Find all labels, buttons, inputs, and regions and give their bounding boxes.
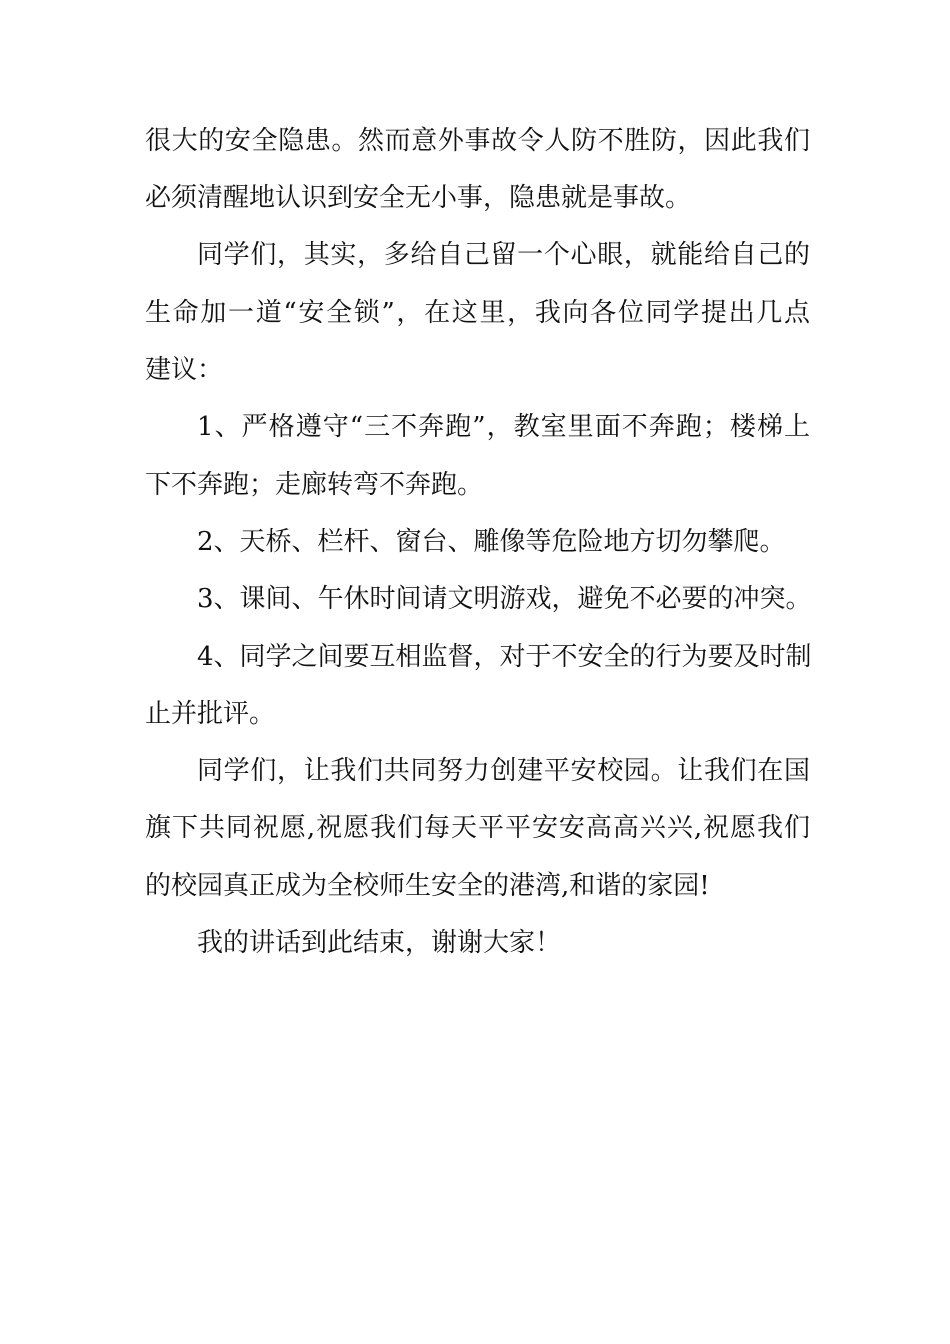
- text-line-10: 4、同学之间要互相监督，对于不安全的行为要及时制: [197, 642, 812, 672]
- text-line-4: 生命加一道“安全锁”，在这里，我向各位同学提出几点: [145, 298, 810, 328]
- text-line-5: 建议：: [145, 355, 224, 385]
- text-line-9: 3、课间、午休时间请文明游戏，避免不必要的冲突。: [197, 584, 812, 614]
- text-line-1: 很大的安全隐患。然而意外事故令人防不胜防，因此我们: [145, 126, 810, 156]
- text-line-6: 1、严格遵守“三不奔跑”，教室里面不奔跑；楼梯上: [197, 412, 810, 442]
- text-line-11: 止并批评。: [145, 699, 276, 729]
- text-line-3: 同学们，其实，多给自己留一个心眼，就能给自己的: [197, 240, 810, 270]
- text-line-12: 同学们，让我们共同努力创建平安校园。让我们在国: [197, 756, 810, 786]
- text-line-15: 我的讲话到此结束，谢谢大家！: [197, 928, 562, 958]
- text-line-7: 下不奔跑；走廊转弯不奔跑。: [145, 470, 484, 500]
- text-line-14: 的校园真正成为全校师生安全的港湾,和谐的家园!: [145, 871, 710, 901]
- text-line-8: 2、天桥、栏杆、窗台、雕像等危险地方切勿攀爬。: [197, 527, 786, 557]
- text-line-13: 旗下共同祝愿,祝愿我们每天平平安安高高兴兴,祝愿我们: [145, 813, 810, 843]
- text-line-2: 必须清醒地认识到安全无小事，隐患就是事故。: [145, 183, 692, 213]
